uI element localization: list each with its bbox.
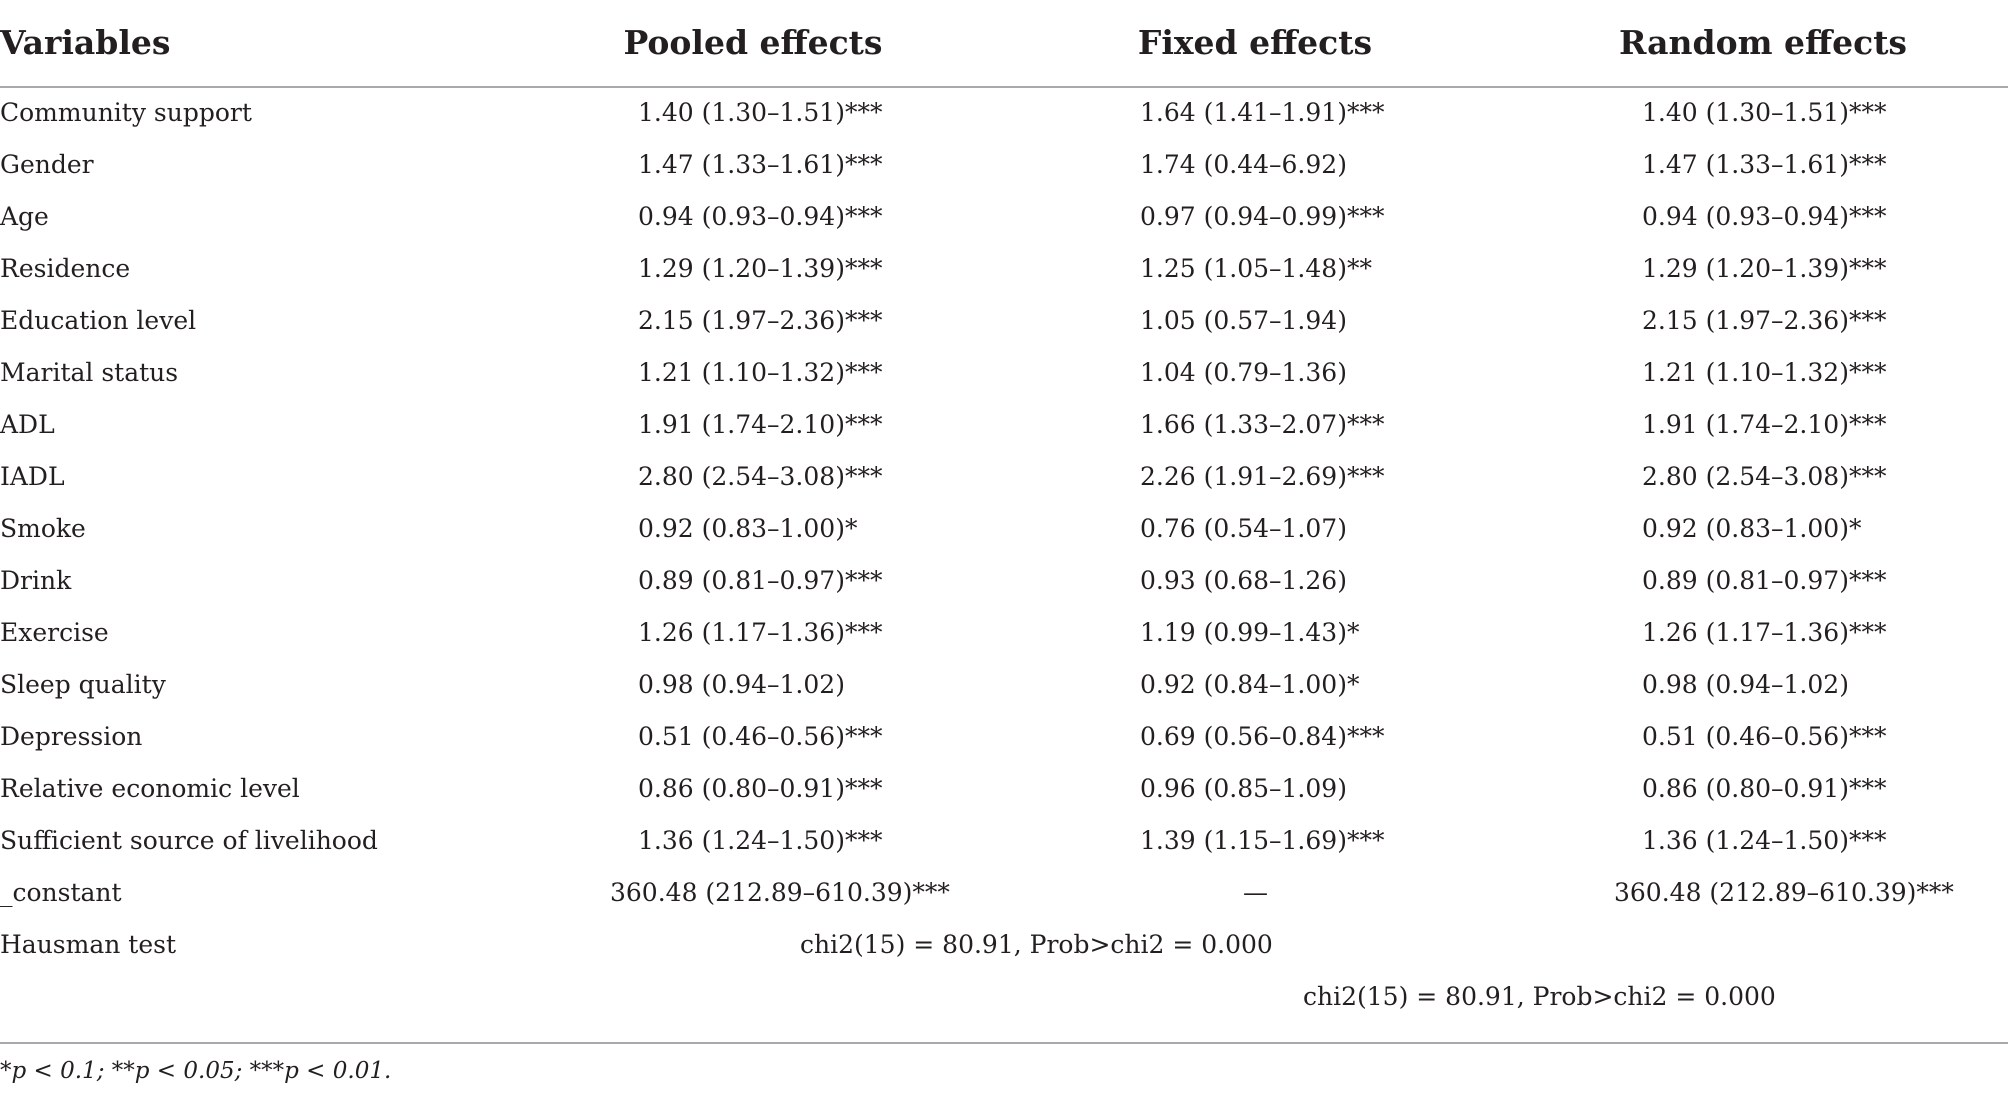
cell-pooled: 1.91 (1.74–2.10)*** — [638, 410, 883, 439]
cell-pooled: 2.80 (2.54–3.08)*** — [638, 462, 883, 491]
cell-fixed: 0.92 (0.84–1.00)* — [1140, 670, 1360, 699]
cell-variable: Depression — [0, 722, 143, 751]
table-row — [0, 88, 2008, 140]
cell-pooled: 0.51 (0.46–0.56)*** — [638, 722, 883, 751]
cell-random: 1.21 (1.10–1.32)*** — [1642, 358, 1887, 387]
cell-variable: _constant — [0, 878, 122, 907]
cell-fixed: 1.19 (0.99–1.43)* — [1140, 618, 1360, 647]
cell-pooled: 1.36 (1.24–1.50)*** — [638, 826, 883, 855]
hausman-test-label: Hausman test — [0, 930, 177, 959]
table-row — [0, 764, 2008, 816]
cell-pooled: 1.29 (1.20–1.39)*** — [638, 254, 883, 283]
cell-fixed: 1.66 (1.33–2.07)*** — [1140, 410, 1385, 439]
cell-fixed: — — [1243, 878, 1268, 907]
cell-pooled: 0.92 (0.83–1.00)* — [638, 514, 858, 543]
hausman-test-row — [0, 920, 2008, 972]
header-random-effects: Random effects — [1618, 23, 1908, 62]
cell-fixed: 1.04 (0.79–1.36) — [1140, 358, 1347, 387]
cell-random: 0.98 (0.94–1.02) — [1642, 670, 1849, 699]
cell-pooled: 1.47 (1.33–1.61)*** — [638, 150, 883, 179]
cell-random: 0.89 (0.81–0.97)*** — [1642, 566, 1887, 595]
cell-variable: Age — [0, 202, 49, 231]
cell-variable: Community support — [0, 98, 252, 127]
table-row — [0, 608, 2008, 660]
cell-pooled: 0.89 (0.81–0.97)*** — [638, 566, 883, 595]
cell-random: 1.47 (1.33–1.61)*** — [1642, 150, 1887, 179]
cell-random: 0.86 (0.80–0.91)*** — [1642, 774, 1887, 803]
table-row — [0, 348, 2008, 400]
table-row — [0, 452, 2008, 504]
cell-pooled: 0.94 (0.93–0.94)*** — [638, 202, 883, 231]
cell-pooled: 1.40 (1.30–1.51)*** — [638, 98, 883, 127]
table-body — [0, 88, 2008, 1024]
table-header-row — [0, 0, 2008, 88]
cell-fixed: 2.26 (1.91–2.69)*** — [1140, 462, 1385, 491]
cell-pooled: 1.26 (1.17–1.36)*** — [638, 618, 883, 647]
cell-variable: Sufficient source of livelihood — [0, 826, 378, 855]
header-pooled-effects: Pooled effects — [623, 23, 883, 62]
cell-fixed: 1.64 (1.41–1.91)*** — [1140, 98, 1385, 127]
cell-random: 1.26 (1.17–1.36)*** — [1642, 618, 1887, 647]
table-bottom-rule — [0, 1042, 2008, 1044]
cell-fixed: 0.76 (0.54–1.07) — [1140, 514, 1347, 543]
table-row — [0, 140, 2008, 192]
table-row — [0, 504, 2008, 556]
cell-variable: Gender — [0, 150, 94, 179]
hausman-fixed-random: chi2(15) = 80.91, Prob>chi2 = 0.000 — [1303, 982, 1776, 1011]
cell-variable: Education level — [0, 306, 197, 335]
cell-variable: Smoke — [0, 514, 86, 543]
table-row — [0, 556, 2008, 608]
cell-random: 1.40 (1.30–1.51)*** — [1642, 98, 1887, 127]
cell-fixed: 1.25 (1.05–1.48)** — [1140, 254, 1372, 283]
table-row — [0, 400, 2008, 452]
cell-variable: Residence — [0, 254, 131, 283]
cell-fixed: 0.96 (0.85–1.09) — [1140, 774, 1347, 803]
cell-random: 0.92 (0.83–1.00)* — [1642, 514, 1862, 543]
table-footnote: *p < 0.1; **p < 0.05; ***p < 0.01. — [0, 1058, 392, 1084]
table-row — [0, 244, 2008, 296]
cell-fixed: 0.69 (0.56–0.84)*** — [1140, 722, 1385, 751]
cell-pooled: 0.86 (0.80–0.91)*** — [638, 774, 883, 803]
table-row — [0, 660, 2008, 712]
cell-random: 360.48 (212.89–610.39)*** — [1614, 878, 1954, 907]
cell-pooled: 2.15 (1.97–2.36)*** — [638, 306, 883, 335]
cell-fixed: 0.97 (0.94–0.99)*** — [1140, 202, 1385, 231]
cell-fixed: 0.93 (0.68–1.26) — [1140, 566, 1347, 595]
table-row — [0, 192, 2008, 244]
cell-variable: Marital status — [0, 358, 179, 387]
cell-fixed: 1.39 (1.15–1.69)*** — [1140, 826, 1385, 855]
cell-pooled: 0.98 (0.94–1.02) — [638, 670, 845, 699]
cell-random: 0.51 (0.46–0.56)*** — [1642, 722, 1887, 751]
cell-variable: Exercise — [0, 618, 109, 647]
table-row — [0, 296, 2008, 348]
cell-variable: Sleep quality — [0, 670, 166, 699]
cell-random: 1.91 (1.74–2.10)*** — [1642, 410, 1887, 439]
cell-variable: ADL — [0, 410, 55, 439]
hausman-pooled-fixed: chi2(15) = 80.91, Prob>chi2 = 0.000 — [800, 930, 1273, 959]
cell-random: 1.29 (1.20–1.39)*** — [1642, 254, 1887, 283]
cell-variable: IADL — [0, 462, 65, 491]
header-variables: Variables — [0, 23, 171, 62]
cell-pooled: 360.48 (212.89–610.39)*** — [610, 878, 950, 907]
table-row — [0, 712, 2008, 764]
hausman-test-row-2 — [0, 972, 2008, 1024]
cell-random: 2.15 (1.97–2.36)*** — [1642, 306, 1887, 335]
cell-fixed: 1.05 (0.57–1.94) — [1140, 306, 1347, 335]
cell-variable: Drink — [0, 566, 72, 595]
header-fixed-effects: Fixed effects — [1137, 23, 1373, 62]
cell-random: 2.80 (2.54–3.08)*** — [1642, 462, 1887, 491]
cell-random: 1.36 (1.24–1.50)*** — [1642, 826, 1887, 855]
cell-pooled: 1.21 (1.10–1.32)*** — [638, 358, 883, 387]
cell-variable: Relative economic level — [0, 774, 300, 803]
cell-random: 0.94 (0.93–0.94)*** — [1642, 202, 1887, 231]
table-row — [0, 868, 2008, 920]
table-row — [0, 816, 2008, 868]
cell-fixed: 1.74 (0.44–6.92) — [1140, 150, 1347, 179]
